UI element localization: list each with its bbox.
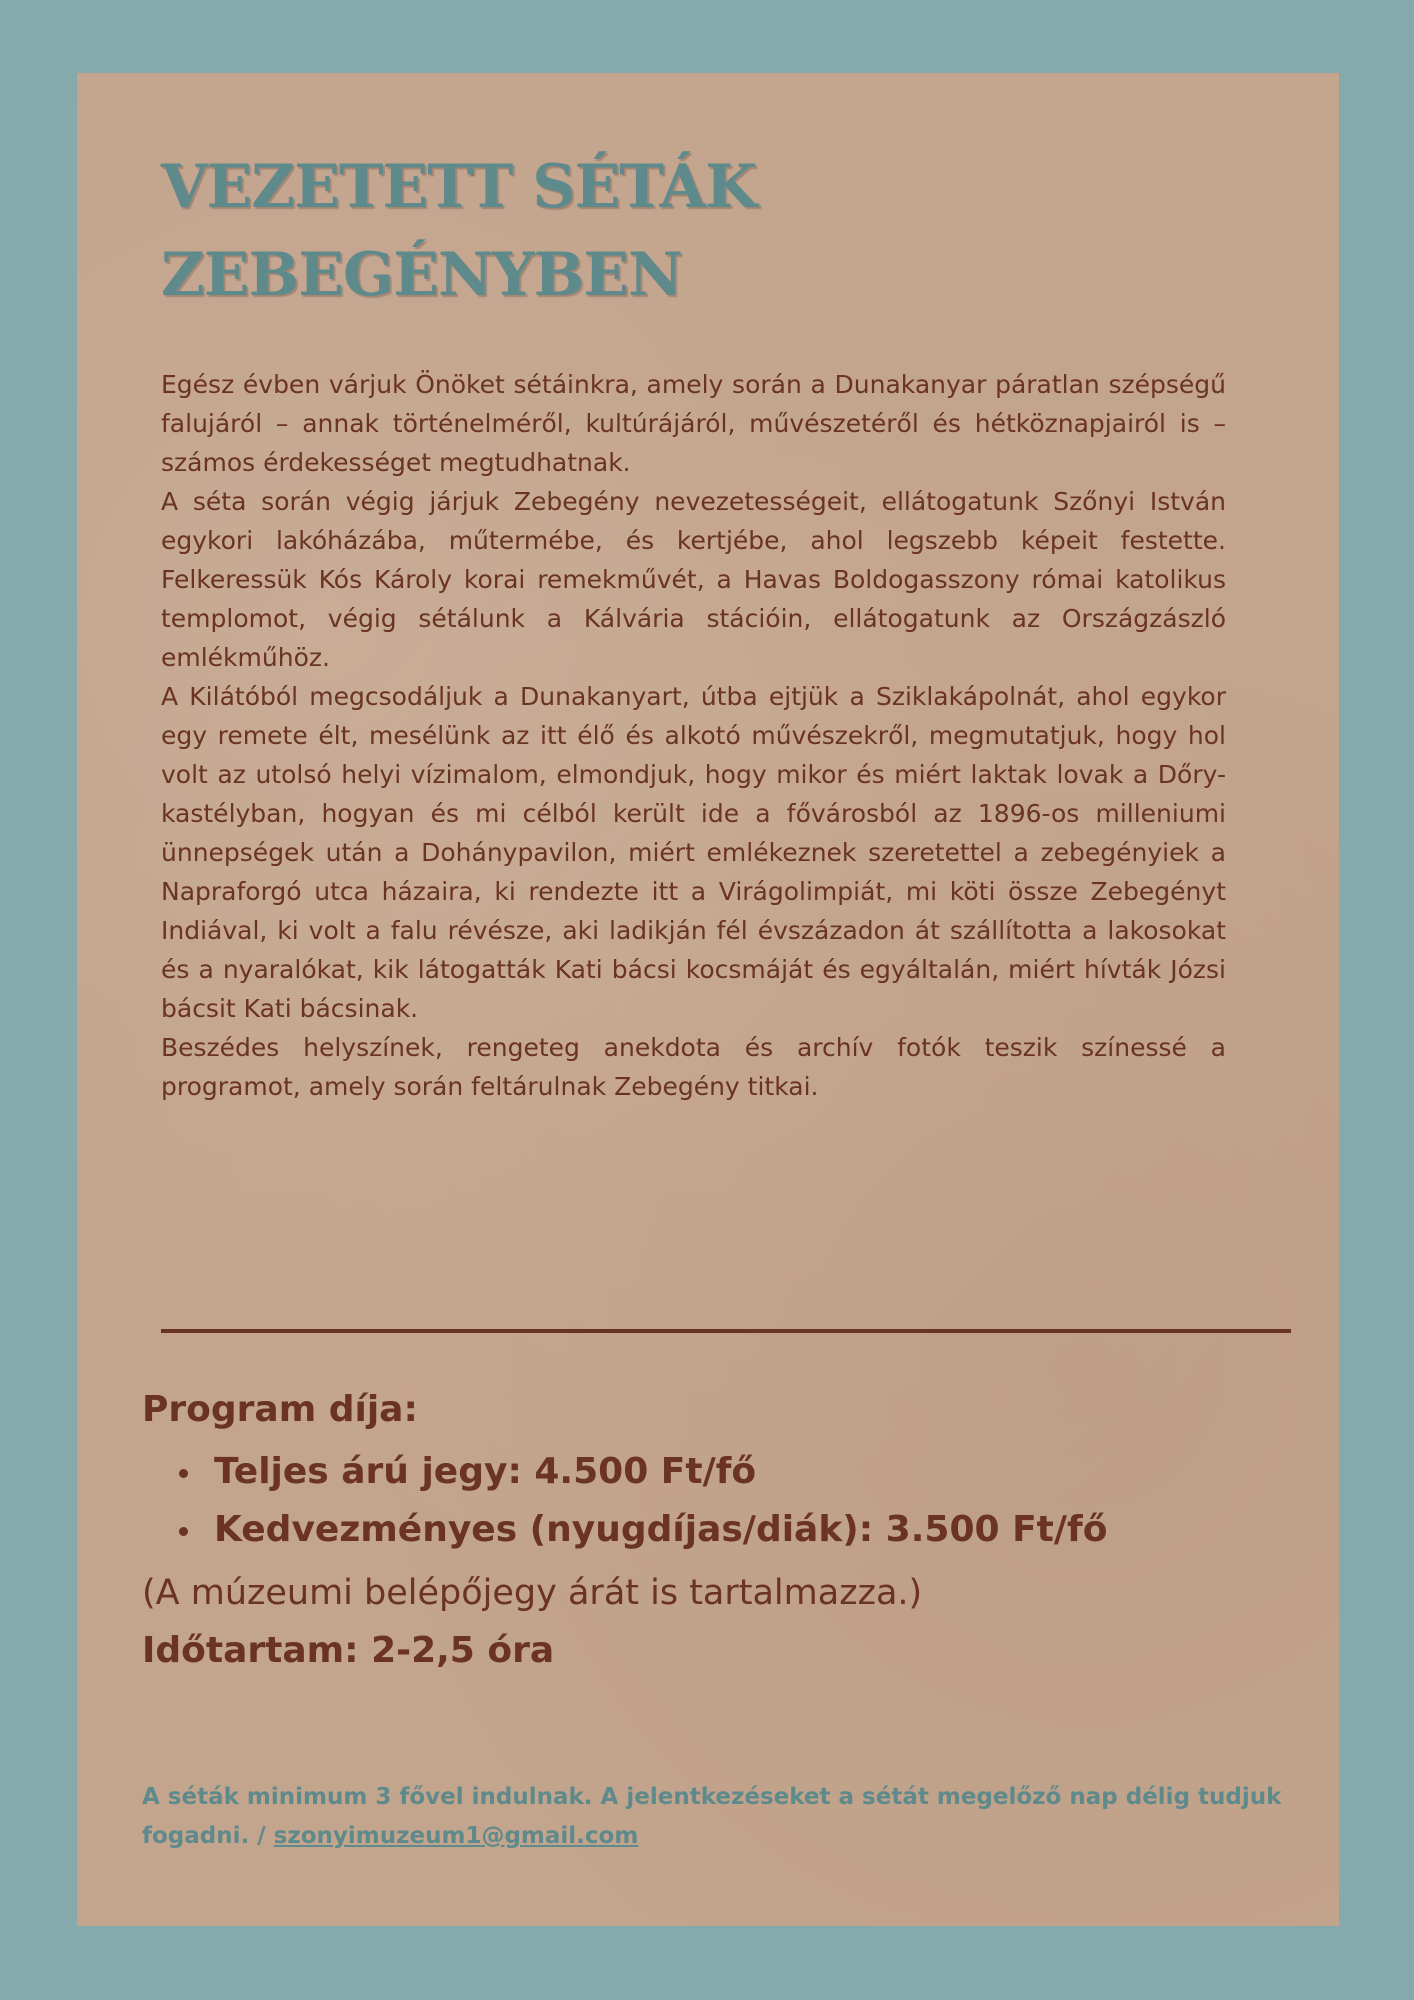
title-line-1: VEZETETT SÉTÁK — [161, 152, 757, 222]
price-list — [142, 1443, 1107, 1559]
title-line-2: ZEBEGÉNYBEN — [161, 240, 682, 310]
museum-ticket-note: (A múzeumi belépőjegy árát is tartalmazza.) — [142, 1573, 923, 1613]
footer-note — [142, 1778, 1292, 1856]
duration-text: Időtartam: 2-2,5 óra — [142, 1630, 555, 1671]
flyer-page — [77, 73, 1339, 1926]
description-paragraph-1: Egész évben várjuk Önöket sétáinkra, amely során a Dunakanyar páratlan szépségű falujáról – annak történelméről, kultúrájáról, művészetéről és hétköznapjairól is – számos érdekességet megtudhatnak. — [161, 370, 1226, 477]
price-item-discount: Kedvezményes (nyugdíjas/diák): 3.500 Ft/fő — [142, 1501, 1107, 1559]
page-title — [161, 143, 756, 319]
price-heading: Program díja: — [142, 1389, 418, 1430]
footer-text: A séták minimum 3 fővel indulnak. A jelentkezéseket a sétát megelőző nap délig tudjuk fogadni. / — [142, 1784, 1282, 1849]
price-item-full: Teljes árú jegy: 4.500 Ft/fő — [142, 1443, 1107, 1501]
description-paragraph-2: A séta során végig járjuk Zebegény nevezetességeit, ellátogatunk Szőnyi István egykori lakóházába, műtermébe, és kertjébe, ahol legszebb képeit festette. Felkeressük Kós Károly korai remekművét, a Havas Boldogasszony római katolikus templomot, végig sétálunk a Kálvária stációin, ellátogatunk az Országzászló emlékműhöz. — [161, 487, 1226, 672]
email-link[interactable]: szonyimuzeum1@gmail.com — [273, 1823, 639, 1849]
section-divider — [161, 1329, 1291, 1333]
description-paragraph-4: Beszédes helyszínek, rengeteg anekdota és archív fotók teszik színessé a programot, amely során feltárulnak Zebegény titkai. — [161, 1033, 1226, 1101]
description-paragraph-3: A Kilátóból megcsodáljuk a Dunakanyart, útba ejtjük a Sziklakápolnát, ahol egykor egy remete élt, mesélünk az itt élő és alkotó művészekről, megmutatjuk, hogy hol volt az utolsó helyi vízimalom, elmondjuk, hogy mikor és miért laktak lovak a Dőry-kastélyban, hogyan és mi célból került ide a fővárosból az 1896-os milleniumi ünnepségek után a Dohánypavilon, miért emlékeznek szeretettel a zebegényiek a Napraforgó utca házaira, ki rendezte itt a Virágolimpiát, mi köti össze Zebegényt Indiával, ki volt a falu révésze, aki ladikján fél évszázadon át szállította a lakosokat és a nyaralókat, kik látogatták Kati bácsi kocsmáját és egyáltalán, miért hívták Józsi bácsit Kati bácsinak. — [161, 682, 1226, 1023]
description-text — [161, 365, 1226, 1106]
